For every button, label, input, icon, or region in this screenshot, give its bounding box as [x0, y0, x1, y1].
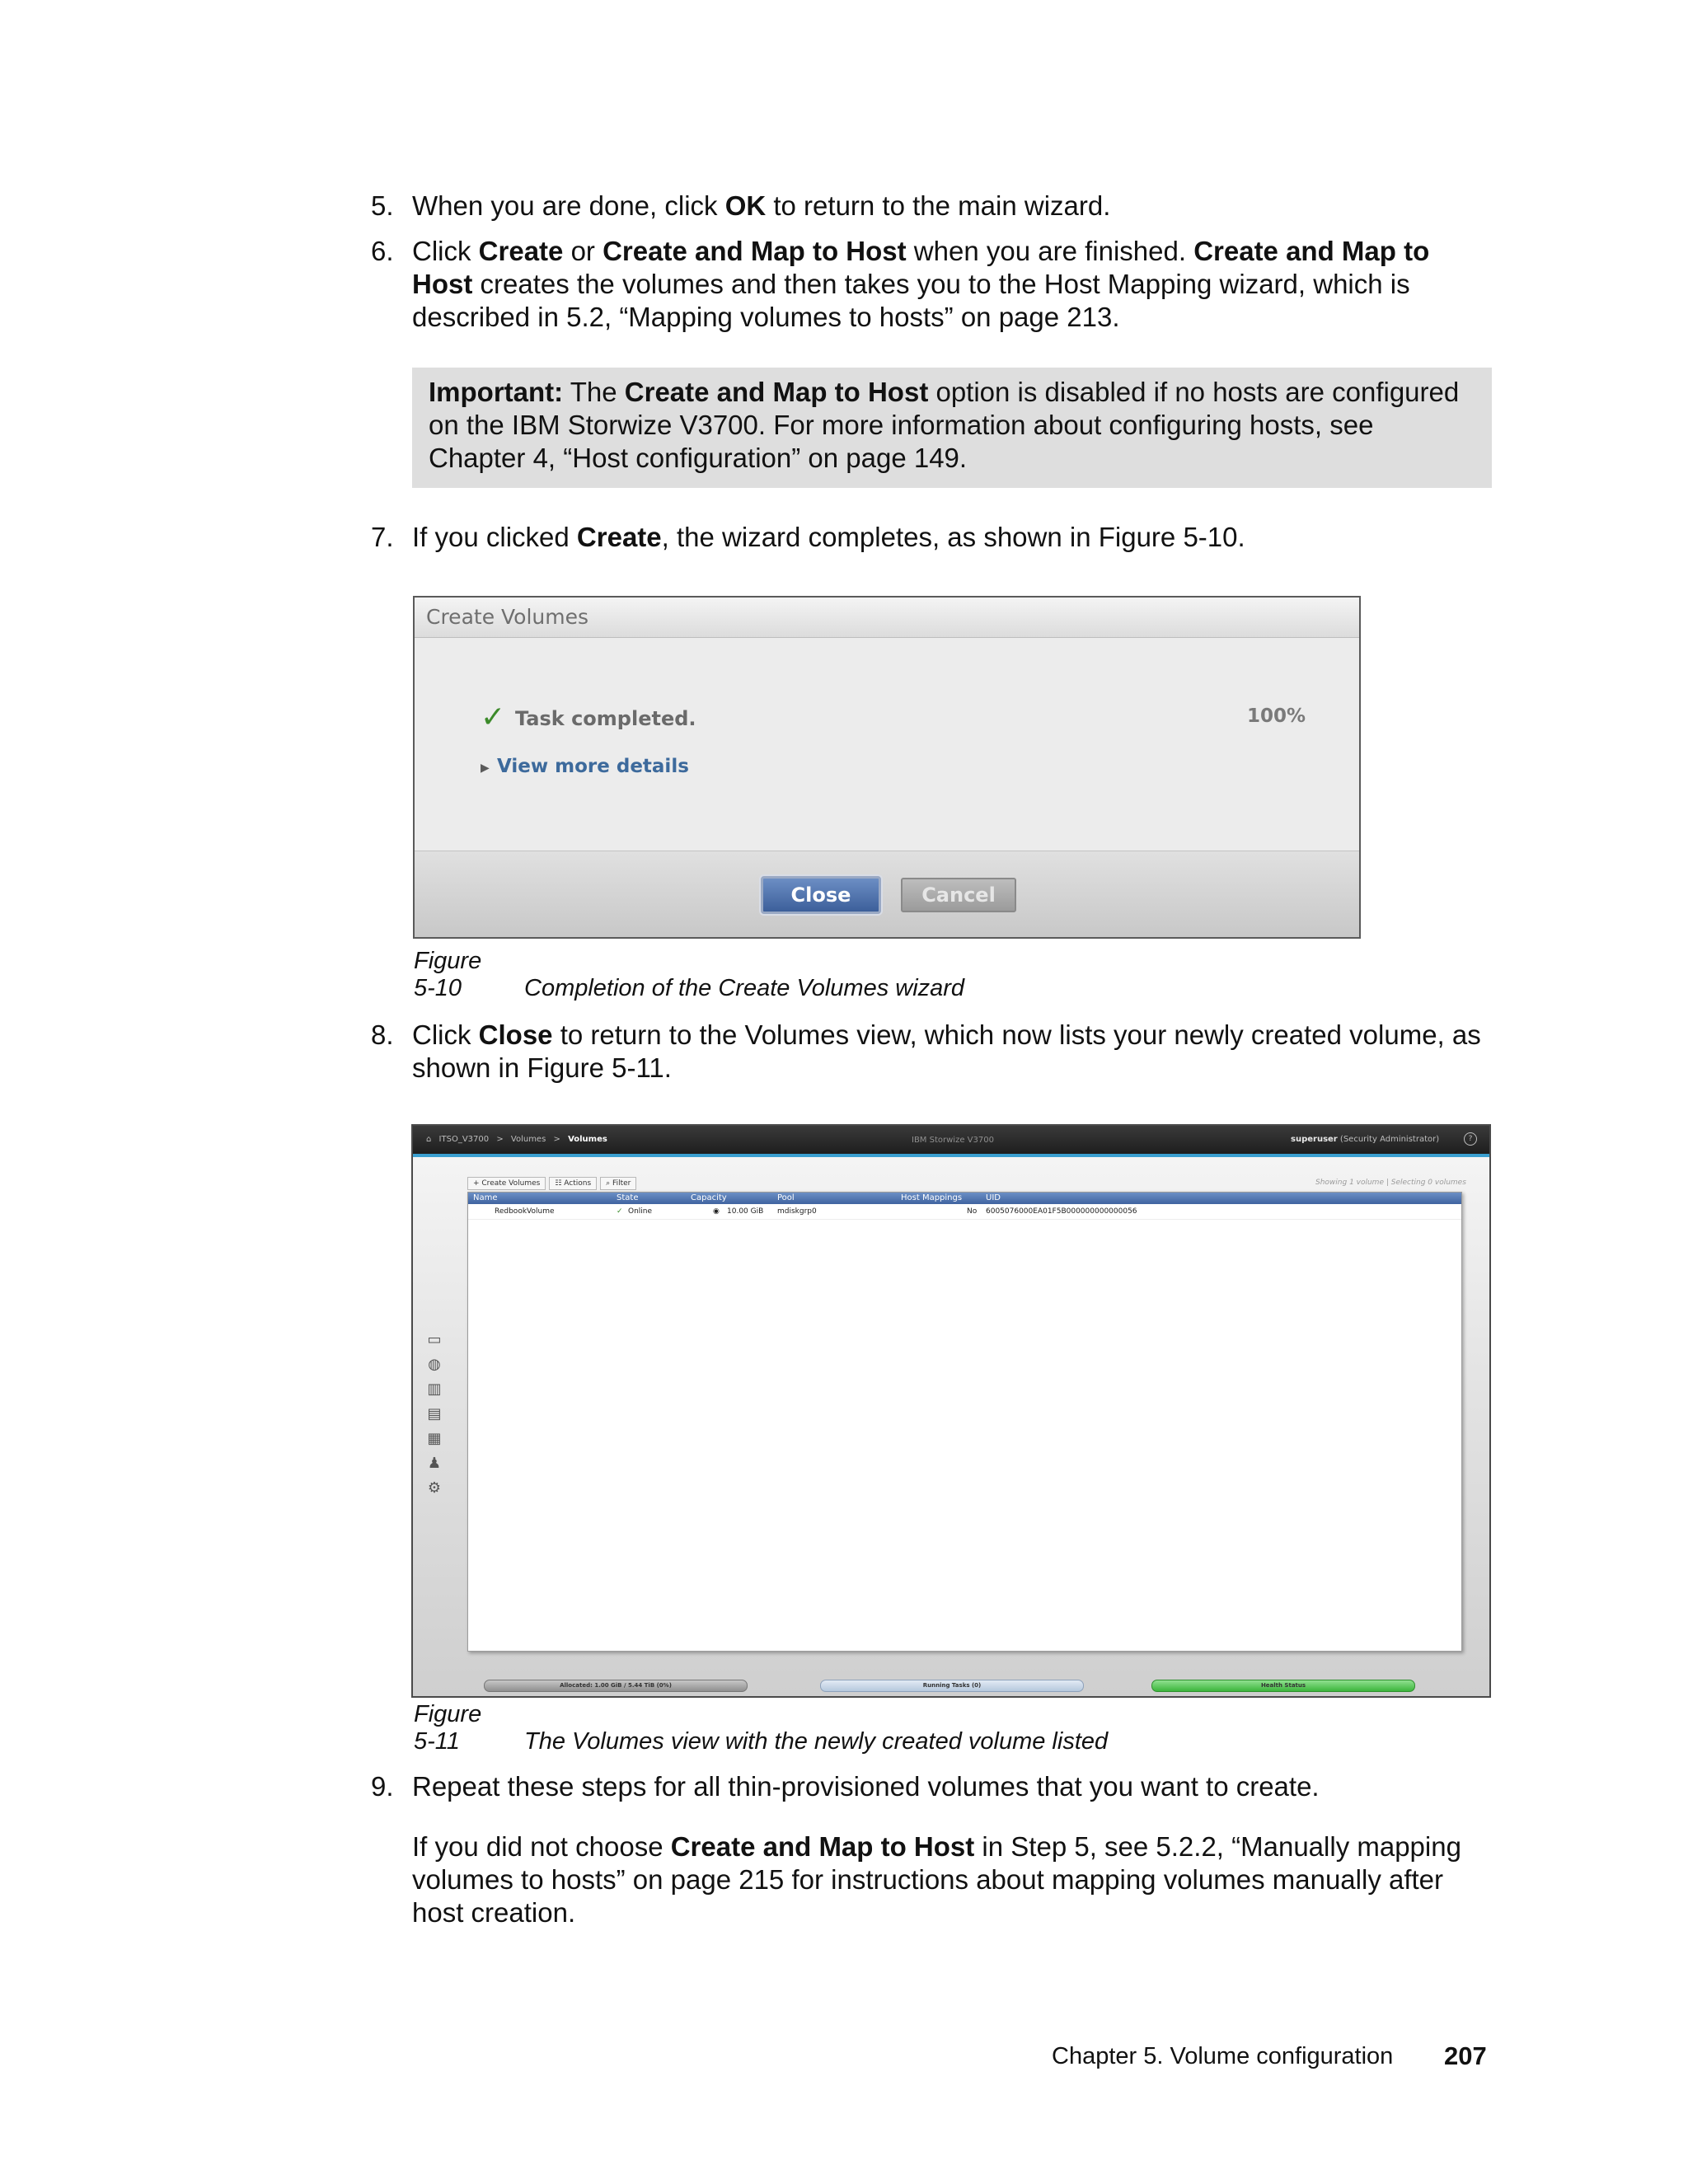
column-header-host-mappings[interactable]: Host Mappings	[901, 1193, 963, 1202]
text: creates the volumes and then takes you to the Host Mapping wizard, which is described in 5.2, “Mapping volumes to hosts” on page 213.	[412, 269, 1410, 332]
breadcrumb-separator: >	[496, 1135, 504, 1144]
close-button[interactable]: Close	[761, 876, 881, 914]
breadcrumb	[426, 1135, 612, 1144]
step-text	[412, 521, 1492, 554]
table-row[interactable]	[468, 1204, 1461, 1220]
user-name: superuser	[1291, 1135, 1338, 1144]
cell-name: RedbookVolume	[495, 1207, 555, 1216]
status-running-tasks[interactable]: Running Tasks (0)	[820, 1680, 1084, 1692]
footer-chapter: Chapter 5. Volume configuration	[1052, 2043, 1394, 2069]
step-number: 7.	[371, 522, 394, 552]
create-volumes-button[interactable]: + Create Volumes	[467, 1177, 546, 1190]
step-text	[412, 190, 1492, 223]
dialog-title: Create Volumes	[415, 598, 1359, 638]
bold-term: Create	[478, 236, 564, 266]
text: If you clicked	[412, 522, 577, 552]
note-paragraph	[412, 1830, 1492, 1929]
important-label: Important:	[429, 377, 564, 407]
column-header-pool[interactable]: Pool	[777, 1193, 795, 1202]
volumes-table	[467, 1192, 1462, 1652]
bold-term: Create and Map to Host	[670, 1831, 975, 1862]
cell-host-mappings: No	[967, 1207, 978, 1216]
text: option is disabled if no hosts are configured on the IBM Storwize V3700. For more information about configuring hosts, see Chapter 4, “Host configuration” on page 149.	[429, 377, 1460, 473]
bold-term: Close	[478, 1019, 553, 1050]
text: to return to the Volumes view, which now lists your newly created volume, as shown in Figure 5-11.	[412, 1019, 1481, 1083]
bold-term: Create and Map to Host	[412, 236, 1430, 299]
volumes-view-screenshot	[411, 1124, 1491, 1698]
status-allocated-capacity[interactable]: Allocated: 1.00 GiB / 5.44 TiB (0%)	[484, 1680, 748, 1692]
filter-button[interactable]: ⌕ Filter	[600, 1177, 636, 1190]
text: If you did not choose	[412, 1831, 671, 1862]
selection-summary: Showing 1 volume | Selecting 0 volumes	[1315, 1179, 1466, 1187]
settings-icon[interactable]: ⚙	[427, 1479, 442, 1497]
bold-term: OK	[724, 190, 767, 221]
step-text	[412, 1019, 1492, 1085]
text: or	[563, 236, 603, 266]
text: Click	[412, 236, 479, 266]
text: , the wizard completes, as shown in Figure 5-10.	[661, 522, 1245, 552]
product-name: IBM Storwize V3700	[912, 1136, 994, 1145]
top-bar	[413, 1126, 1489, 1154]
cell-capacity: 10.00 GiB	[727, 1207, 764, 1216]
page-number: 207	[1444, 2041, 1487, 2070]
task-status: Task completed.	[515, 707, 696, 730]
caption-text: Completion of the Create Volumes wizard	[524, 975, 965, 1001]
volumes-icon[interactable]: ▥	[427, 1380, 442, 1398]
home-monitor-icon[interactable]: ▭	[427, 1331, 442, 1348]
table-header	[468, 1193, 1461, 1204]
create-volumes-dialog	[413, 596, 1361, 939]
status-health[interactable]: Health Status	[1151, 1680, 1415, 1692]
step-number: 8.	[371, 1019, 394, 1050]
breadcrumb-volumes[interactable]: Volumes	[510, 1135, 546, 1144]
hosts-icon[interactable]: ▤	[427, 1405, 442, 1422]
text: When you are done, click	[412, 190, 725, 221]
column-header-state[interactable]: State	[617, 1193, 639, 1202]
breadcrumb-separator: >	[553, 1135, 560, 1144]
dialog-footer	[415, 851, 1359, 937]
caption-text: The Volumes view with the newly created volume listed	[524, 1728, 1109, 1755]
checkmark-icon: ✓	[481, 701, 506, 734]
column-header-capacity[interactable]: Capacity	[691, 1193, 727, 1202]
bold-term: Create and Map to Host	[603, 236, 907, 266]
progress-percent: 100%	[1247, 705, 1306, 727]
cancel-button[interactable]: Cancel	[901, 878, 1016, 912]
help-icon[interactable]: ?	[1464, 1132, 1477, 1146]
breadcrumb-system[interactable]: ITSO_V3700	[438, 1135, 490, 1144]
cell-pool: mdiskgrp0	[777, 1207, 817, 1216]
cell-uid: 6005076000EA01F5B000000000000056	[986, 1207, 1137, 1216]
step-text: Repeat these steps for all thin-provisioned volumes that you want to create.	[412, 1771, 1320, 1802]
text: Click	[412, 1019, 479, 1050]
important-note	[412, 368, 1492, 488]
actions-button[interactable]: ☷ Actions	[549, 1177, 597, 1190]
home-icon[interactable]: ⌂	[426, 1135, 432, 1144]
figure-caption-5-11	[414, 1701, 1108, 1755]
text: when you are finished.	[906, 236, 1194, 266]
column-header-name[interactable]: Name	[473, 1193, 498, 1202]
pools-icon[interactable]: ◍	[428, 1356, 441, 1373]
figure-caption-5-10	[414, 948, 964, 1002]
breadcrumb-current: Volumes	[568, 1135, 607, 1144]
text: The	[563, 377, 625, 407]
user-role: (Security Administrator)	[1339, 1135, 1440, 1144]
step-number: 6.	[371, 236, 394, 266]
bold-term: Create and Map to Host	[624, 377, 929, 407]
online-check-icon: ✓	[617, 1207, 623, 1216]
text: in Step 5, see 5.2.2, “Manually mapping volumes to hosts” on page 215 for instructions about mapping volumes manually after host creation.	[412, 1831, 1461, 1928]
caption-label: Figure 5-11	[414, 1701, 482, 1755]
column-header-uid[interactable]: UID	[986, 1193, 1001, 1202]
volume-toolbar	[467, 1177, 640, 1190]
step-text	[412, 235, 1492, 334]
step-number: 5.	[371, 190, 394, 221]
access-icon[interactable]: ♟	[427, 1455, 442, 1472]
user-info[interactable]	[1291, 1135, 1439, 1144]
expand-triangle-icon[interactable]: ▶	[481, 762, 490, 775]
copy-services-icon[interactable]: ▦	[427, 1430, 442, 1447]
text: to return to the main wizard.	[766, 190, 1111, 221]
left-nav	[424, 1332, 449, 1505]
caption-label: Figure 5-10	[414, 948, 482, 1001]
cell-state: Online	[628, 1207, 653, 1216]
view-more-details-link[interactable]: View more details	[497, 756, 689, 777]
bold-term: Create	[576, 522, 662, 552]
step-number: 9.	[371, 1771, 394, 1802]
thin-volume-icon: ◉	[713, 1207, 720, 1216]
